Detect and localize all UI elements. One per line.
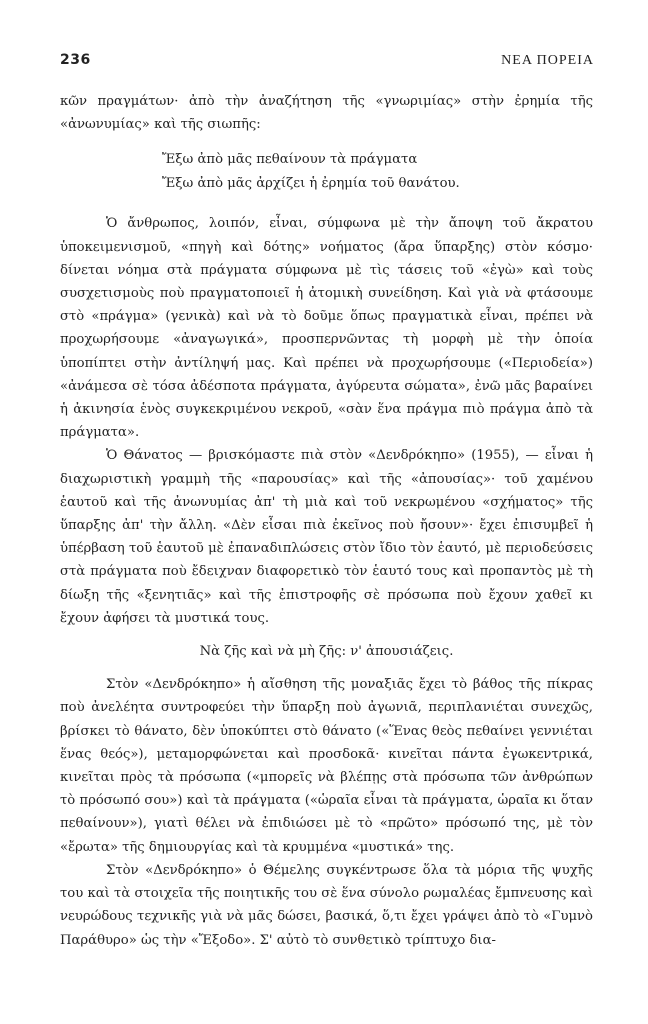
verse-quote [60, 148, 593, 196]
body-text [60, 90, 593, 952]
paragraph-3: Στὸν «Δενδρόκηπο» ἡ αἴσθηση τῆς μοναξιᾶς ἔχει τὸ βάθος τῆς πίκρας ποὺ ἀνελέητα συντροφεύει τὴν ὕπαρξη ποὺ ἀγωνιᾶ, περιπλανιέται συνεχῶς, βρίσκει τὸ θάνατο, δὲν ὑποκύπτει στὸ θάνατο («Ἕνας θεὸς πεθαίνει γεννιέται ἕνας θεός»), μεταμορφώνεται καὶ προσδοκᾶ· κινεῖται πάντα ἐγωκεντρικά, κινεῖται πρὸς τὰ πρόσωπα («μπορεῖς νὰ βλέπῃς στὰ πρόσωπα τῶν ἀνθρώπων τὸ πρόσωπό σου») καὶ τὰ πράγματα («ὡραῖα εἶναι τὰ πράγματα, ὡραῖα κι ὅταν πεθαίνουν»), γιατὶ θέλει νὰ ἐπιδιώσει μὲ τὸ «πρῶτο» πρόσωπό της, μὲ τὸν «ἔρωτα» τῆς δημιουργίας καὶ τὰ κρυμμένα «μυστικά» της. [60, 677, 593, 855]
paragraph-1: Ὁ ἄνθρωπος, λοιπόν, εἶναι, σύμφωνα μὲ τὴν ἄποψη τοῦ ἄκρατου ὑποκειμενισμοῦ, «πηγὴ καὶ δότης» νοήματος (ἄρα ὕπαρξης) στὸν κόσμο· δίνεται νόημα στὰ πράγματα σύμφωνα μὲ τὶς τάσεις τοῦ «ἐγὼ» καὶ τοὺς συσχετισμοὺς ποὺ πραγματοποιεῖ ἡ ἀτομικὴ συνείδηση. Καὶ γιὰ νὰ φτάσουμε στὸ «πράγμα» (γενικὰ) καὶ νὰ τὸ δοῦμε ὅπως πραγματικὰ εἶναι, πρέπει νὰ προχωρήσουμε «ἀναγωγικά», προσπερνῶντας τὴ μορφὴ μὲ τὴν ὁποία ὑποπίπτει στὴν ἀντίληψή μας. Καὶ πρέπει νὰ προχωρήσουμε («Περιοδεία») «ἀνάμεσα σὲ τόσα ἀδέσποτα πράγματα, ἀγύρευτα σώματα», ἐνῶ μᾶς βαραίνει ἡ ἀκινησία ἑνὸς συγκεκριμένου νεκροῦ, «σὰν ἕνα πράγμα πιὸ πράγμα ἀπὸ τὰ πράγματα». [60, 216, 593, 441]
page-number: 236 [60, 52, 91, 68]
page-header [60, 52, 594, 72]
centered-quote: Νὰ ζῆς καὶ νὰ μὴ ζῆς: ν' ἀπουσιάζεις. [199, 644, 454, 660]
intro-paragraph: κῶν πραγμάτων· ἀπὸ τὴν ἀναζήτηση τῆς «γνωριμίας» στὴν ἐρημία τῆς «ἀνωνυμίας» καὶ τῆς σιωπῆς: [60, 94, 593, 133]
paragraph-4: Στὸν «Δενδρόκηπο» ὁ Θέμελης συγκέντρωσε ὅλα τὰ μόρια τῆς ψυχῆς του καὶ τὰ στοιχεῖα τῆς ποιητικῆς του σὲ ἕνα σύνολο ρωμαλέας ἔμπνευσης καὶ νευρώδους τεχνικῆς γιὰ νὰ μᾶς δώσει, βασικά, ὅ,τι ἔχει γράψει ἀπὸ τὸ «Γυμνὸ Παράθυρο» ὡς τὴν «Ἔξοδο». Σ' αὐτὸ τὸ συνθετικὸ τρίπτυχο δια- [60, 862, 593, 948]
paragraph-2: Ὁ Θάνατος — βρισκόμαστε πιὰ στὸν «Δενδρόκηπο» (1955), — εἶναι ἡ διαχωριστικὴ γραμμὴ τῆς «παρουσίας» καὶ τῆς «ἀπουσίας»· τοῦ χαμένου ἑαυτοῦ καὶ τῆς ἀνωνυμίας ἀπ' τὴ μιὰ καὶ τοῦ νεκρωμένου «σχήματος» τῆς ὕπαρξης ἀπ' τὴν ἄλλη. «Δὲν εἶσαι πιὰ ἐκεῖνος ποὺ ἤσουν»· ἔχει ἐπισυμβεῖ ἡ ὑπέρβαση τοῦ ἑαυτοῦ μὲ ἐπαναδιπλώσεις στὸν ἴδιο τὸν ἑαυτό, μὲ περιοδεύσεις στὰ πράγματα ποὺ ἔδειχναν διαφορετικὸ τὸν ἑαυτό τους καὶ προπαντὸς μὲ τὴ δίωξη τῆς «ξενητιᾶς» καὶ τῆς ἐπιστροφῆς σὲ πρόσωπα ποὺ ἔχουν χαθεῖ κι ἔχουν ἀφήσει τὰ μυστικά τους. [60, 448, 593, 626]
running-title: ΝΕΑ ΠΟΡΕΙΑ [501, 53, 594, 68]
verse-line-1: Ἔξω ἀπὸ μᾶς πεθαίνουν τὰ πράγματα [162, 152, 418, 168]
verse-line-2: Ἔξω ἀπὸ μᾶς ἀρχίζει ἡ ἐρημία τοῦ θανάτου. [162, 176, 460, 192]
